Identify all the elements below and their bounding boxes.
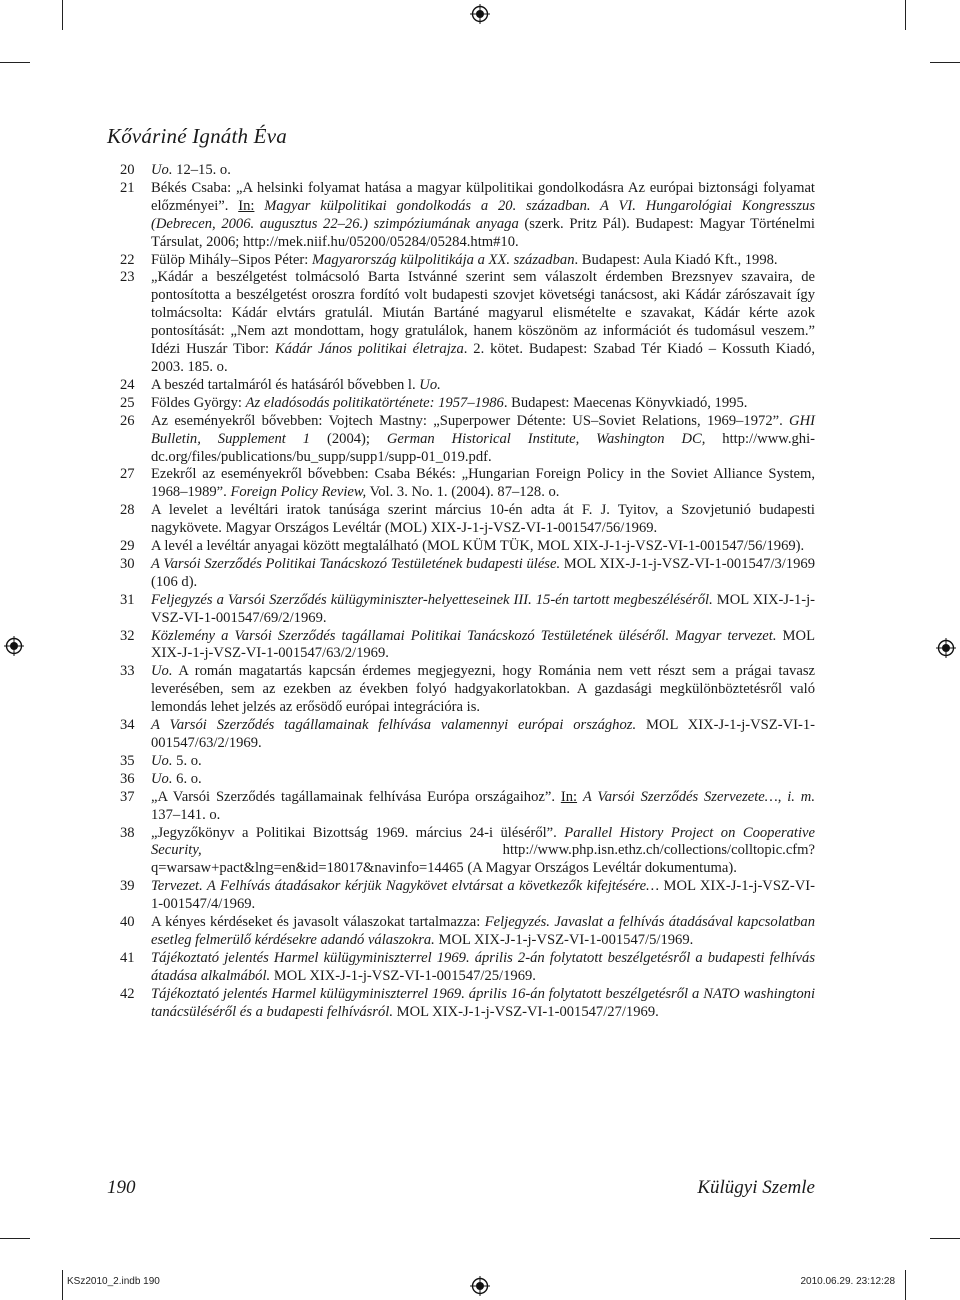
footnote-text-segment: Feljegyzés. Javaslat a felhívás átadásával kapcsolatban esetleg felmerülő kérdésekre adandó válaszokra. xyxy=(151,914,816,948)
page-number: 190 xyxy=(107,1177,136,1198)
footnote-text-segment: Uo. xyxy=(151,663,173,680)
footnote-number: 36 xyxy=(120,770,135,787)
trim-mark-bottom-right-h xyxy=(930,1238,960,1239)
footnote-text xyxy=(151,986,815,1022)
footnote xyxy=(120,628,815,664)
footnote-text xyxy=(151,502,815,538)
footnote-text-segment: Vol. 3. No. 1. (2004). 87–128. o. xyxy=(366,484,560,501)
footnote-text-segment: A Varsói Szerződés Szervezete…, i. m. xyxy=(582,788,815,805)
footnote-text-segment: MOL XIX-J-1-j-VSZ-VI-1-001547/5/1969. xyxy=(434,931,694,948)
footnote-text-segment: Uo. xyxy=(419,376,441,393)
footnote-text-segment: German Historical Institute, Washington DC, xyxy=(386,430,706,447)
footnote-text-segment: Ezekről az eseményekről bővebben: Csaba Békés: „Hungarian Foreign Policy in the Soviet Alliance System, 1968–1989”. xyxy=(151,466,815,501)
footnote xyxy=(120,377,815,395)
footnote xyxy=(120,950,815,986)
footnote xyxy=(120,771,815,789)
footnote-text-segment: MOL XIX-J-1-j-VSZ-VI-1-001547/69/2/1969. xyxy=(151,591,816,626)
footnote-text-segment: . Budapest: Maecenas Könyvkiadó, 1995. xyxy=(503,394,748,411)
footnote-text xyxy=(151,950,815,986)
footnote-text-segment xyxy=(254,198,264,214)
footnote-number: 30 xyxy=(120,555,135,572)
footnote-number: 24 xyxy=(120,376,135,393)
footnote-number: 37 xyxy=(120,788,135,805)
footnote-text xyxy=(151,556,815,592)
footnote-text-segment: Tájékoztató jelentés Harmel külügyminiszterrel 1969. április 16-án folytatott beszélgetésről a NATO washingtoni tanácsüléséről és a budapesti felhívásról. xyxy=(151,985,815,1020)
footnote xyxy=(120,556,815,592)
footnote-text xyxy=(151,538,815,556)
footnote-text-segment: Az eseményekről bővebben: Vojtech Mastny: „Superpower Détente: US–Soviet Relations, 1969–1972”. xyxy=(151,412,790,429)
footnote-text xyxy=(151,395,815,413)
footnote xyxy=(120,717,815,753)
footnote xyxy=(120,753,815,771)
trim-mark-bottom-left-h xyxy=(0,1238,30,1239)
slug-timestamp: 2010.06.29. 23:12:28 xyxy=(800,1276,895,1287)
trim-mark-top-right xyxy=(905,0,906,30)
footnote-number: 38 xyxy=(120,824,135,841)
footnote-number: 21 xyxy=(120,179,135,196)
footnote xyxy=(120,825,815,879)
footnote-number: 35 xyxy=(120,752,135,769)
footnote xyxy=(120,502,815,538)
footnote-text-segment: 137–141. o. xyxy=(151,806,221,823)
footnote-text-segment: (szerk. Pritz Pál). Budapest: Magyar Történelmi Társulat, 2006; http://mek.niif.hu/05200/05284/05284.htm#10. xyxy=(151,215,815,250)
footnote-number: 42 xyxy=(120,985,135,1002)
footnote-text-segment: Tervezet. A Felhívás átadásakor kérjük Nagykövet elvtársat a következők kifejtésére… xyxy=(151,878,660,895)
footnote-text-segment: MOL XIX-J-1-j-VSZ-VI-1-001547/27/1969. xyxy=(393,1003,659,1020)
footnote-text-segment: Fülöp Mihály–Sipos Péter: xyxy=(151,251,312,268)
footnote-number: 39 xyxy=(120,878,135,895)
footnote-number: 27 xyxy=(120,466,135,483)
running-head-author: Kőváriné Ignáth Éva xyxy=(107,124,287,148)
footnote-text-segment: MOL XIX-J-1-j-VSZ-VI-1-001547/63/2/1969. xyxy=(151,627,815,662)
footnote xyxy=(120,663,815,717)
trim-mark-top-left-h xyxy=(0,62,30,63)
footnote-text-segment: Az eladósodás politikatörténete: 1957–1986 xyxy=(245,394,504,411)
footnote-text-segment: MOL XIX-J-1-j-VSZ-VI-1-001547/4/1969. xyxy=(151,878,815,913)
footnote-text xyxy=(151,825,815,879)
footnote-text xyxy=(151,771,815,789)
footnote-text-segment: „A Varsói Szerződés tagállamainak felhívása Európa országaihoz”. xyxy=(151,788,561,805)
footnote-number: 31 xyxy=(120,591,135,608)
footnote xyxy=(120,914,815,950)
footnote-text-segment: MOL XIX-J-1-j-VSZ-VI-1-001547/3/1969 (106 d). xyxy=(151,555,815,590)
footnote-text xyxy=(151,269,815,376)
footnote-text-segment: . Budapest: Aula Kiadó Kft., 1998. xyxy=(574,251,778,268)
footnote-text xyxy=(151,914,815,950)
footnote-text-segment: Békés Csaba: „A helsinki folyamat hatása a magyar külpolitikai gondolkodásra Az európai biztonsági folyamat előzményei”. xyxy=(151,179,815,214)
footnote-number: 40 xyxy=(120,914,135,931)
footnote-text-segment: A kényes kérdéseket és javasolt válaszokat tartalmazza: xyxy=(151,914,485,931)
footnote-text-segment: Földes György: xyxy=(151,394,246,411)
footnote-text-segment: http://www.php.isn.ethz.ch/collections/colltopic.cfm?q=warsaw+pact&lng=en&id=18017&navinfo=14465 (A Magyar Országos Levéltár dokumentuma). xyxy=(151,842,815,877)
footnote xyxy=(120,592,815,628)
footnote-text-segment: A Varsói Szerződés Politikai Tanácskozó Testületének budapesti ülése. xyxy=(151,555,561,572)
footnote-number: 25 xyxy=(120,394,135,411)
footnote-text xyxy=(151,628,815,664)
footnote-text-segment: GHI Bulletin, Supplement 1 xyxy=(151,412,815,447)
registration-mark-left-icon xyxy=(4,636,24,656)
footnote-text-segment: 6. o. xyxy=(172,770,202,787)
trim-mark-top-right-h xyxy=(930,62,960,63)
footnote-text xyxy=(151,180,815,252)
footnote-text-segment: http://www.ghi-dc.org/files/publications/bu_supp/supp1/supp-01_019.pdf. xyxy=(151,430,815,465)
footnote-text-segment: Uo. xyxy=(151,770,173,787)
journal-title: Külügyi Szemle xyxy=(697,1177,815,1198)
footnote xyxy=(120,538,815,556)
footnote-text-segment: A beszéd tartalmáról és hatásáról bővebben l. xyxy=(151,376,420,393)
footnote-text-segment: In: xyxy=(560,788,578,805)
footnote-text-segment: MOL XIX-J-1-j-VSZ-VI-1-001547/25/1969. xyxy=(270,967,536,984)
registration-mark-top-icon xyxy=(470,4,490,24)
footnote xyxy=(120,466,815,502)
footnote-text-segment: Feljegyzés a Varsói Szerződés külügyminiszter-helyetteseinek III. 15-én tartott megbeszéléséről. xyxy=(151,591,713,608)
footnote-number: 34 xyxy=(120,717,135,734)
footnote-number: 22 xyxy=(120,251,135,268)
footnote-text xyxy=(151,162,815,180)
footnote-text-segment: Magyar külpolitikai gondolkodás a 20. században. A VI. Hungarológiai Kongresszus (Debrecen, 2006. augusztus 22–26.) szimpóziumának anyaga xyxy=(151,197,815,232)
footnote-number: 33 xyxy=(120,663,135,680)
slug-file: KSz2010_2.indb 190 xyxy=(67,1276,160,1287)
footnote-number: 41 xyxy=(120,949,135,966)
footnote-text-segment: „Jegyzőkönyv a Politikai Bizottság 1969. március 24-i üléséről”. xyxy=(151,824,565,841)
footnote-text-segment: 5. o. xyxy=(172,752,202,769)
footnote-text-segment: Uo. xyxy=(151,162,173,178)
footnote-text-segment: A levél a levéltár anyagai között megtalálható (MOL KÜM TÜK, MOL XIX-J-1-j-VSZ-VI-1-001547/56/1969). xyxy=(151,538,805,555)
footnote-text xyxy=(151,252,815,270)
footnote-text-segment: (2004); xyxy=(310,430,387,447)
footnote-text-segment: „Kádár a beszélgetést tolmácsoló Barta Istvánné szerint sem válaszolt érdemben Brezsnyev szavaira, de pontosította a beszélgetést oroszra fordító volt budapesti szovjet követségi tanácsost, aki Kádár zárószavait így tolmácsolta: Kádár elvtárs gratulál. Miután Bartáné magyarul elismételte e szavakat, Kádár kérte azok pontosítását: „Nem azt mondottam, hogy gratulálok, hanem köszönöm az információt és tudomásul veszem.” Idézi Huszár Tibor: xyxy=(151,269,815,358)
footnote-text xyxy=(151,663,815,717)
footnote-number: 20 xyxy=(120,162,135,178)
footnote xyxy=(120,252,815,270)
footnote-text xyxy=(151,878,815,914)
trim-mark-top-left xyxy=(62,0,63,30)
footnote-text-segment: Tájékoztató jelentés Harmel külügyminiszterrel 1969. április 2-án folytatott beszélgetésről a budapesti felhívás átadása alkalmából. xyxy=(151,949,815,984)
footnote-text-segment: A levelet a levéltári iratok tanúsága szerint március 10-én adta át F. J. Tyitov, a Szovjetunió budapesti nagykövete. Magyar Országos Levéltár (MOL) XIX-J-1-j-VSZ-VI-1-001547/56/1969. xyxy=(151,502,815,537)
footnote-text-segment: Foreign Policy Review, xyxy=(230,484,367,501)
footnote-text-segment: Közlemény a Varsói Szerződés tagállamai Politikai Tanácskozó Testületének üléséről. Magyar tervezet. xyxy=(151,627,777,644)
footnote xyxy=(120,789,815,825)
footnote-number: 32 xyxy=(120,627,135,644)
footnote-text-segment: Parallel History Project on Cooperative Security, xyxy=(151,824,815,859)
footnote xyxy=(120,395,815,413)
registration-mark-right-icon xyxy=(936,638,956,658)
footnote-text xyxy=(151,592,815,628)
footnote xyxy=(120,986,815,1022)
footnote xyxy=(120,162,815,180)
trim-mark-bottom-left xyxy=(62,1270,63,1300)
footnote-text xyxy=(151,717,815,753)
footnote-number: 23 xyxy=(120,269,135,286)
footnote-text xyxy=(151,789,815,825)
footnote xyxy=(120,180,815,252)
footnote-text-segment: Kádár János politikai életrajza xyxy=(274,341,464,358)
footnote-number: 26 xyxy=(120,412,135,429)
footnote-text xyxy=(151,413,815,467)
footnote-text-segment: A Varsói Szerződés tagállamainak felhívása valamennyi európai országhoz. xyxy=(151,717,637,734)
footnote-text xyxy=(151,377,815,395)
footnote xyxy=(120,878,815,914)
footnote-text-segment: 12–15. o. xyxy=(172,162,231,178)
registration-mark-bottom-icon xyxy=(470,1276,490,1296)
footnote-number: 29 xyxy=(120,538,135,555)
footnote-text-segment: In: xyxy=(238,197,255,214)
trim-mark-bottom-right xyxy=(905,1270,906,1300)
footnote-text-segment: Uo. xyxy=(151,752,173,769)
footnote-text-segment: Magyarország külpolitikája a XX. században xyxy=(311,251,575,268)
footnotes-list xyxy=(120,162,815,1022)
footnote-text-segment: A román magatartás kapcsán érdemes megjegyezni, hogy Románia nem vett részt sem a prágai tavasz leverésében, sem az ezekben az években folyó hadgyakorlatokban. A gazdasági megkülönböztetésről való lemondás lehet jelzés az erősödő európai integrációra is. xyxy=(151,663,815,716)
footnote-number: 28 xyxy=(120,502,135,519)
footnote-text xyxy=(151,466,815,502)
footnote-text-segment: . 2. kötet. Budapest: Szabad Tér Kiadó – Kossuth Kiadó, 2003. 185. o. xyxy=(151,341,815,375)
footnote xyxy=(120,269,815,376)
footnote xyxy=(120,413,815,467)
footnote-text-segment: MOL XIX-J-1-j-VSZ-VI-1-001547/63/2/1969. xyxy=(151,717,815,751)
footnote-text xyxy=(151,753,815,771)
